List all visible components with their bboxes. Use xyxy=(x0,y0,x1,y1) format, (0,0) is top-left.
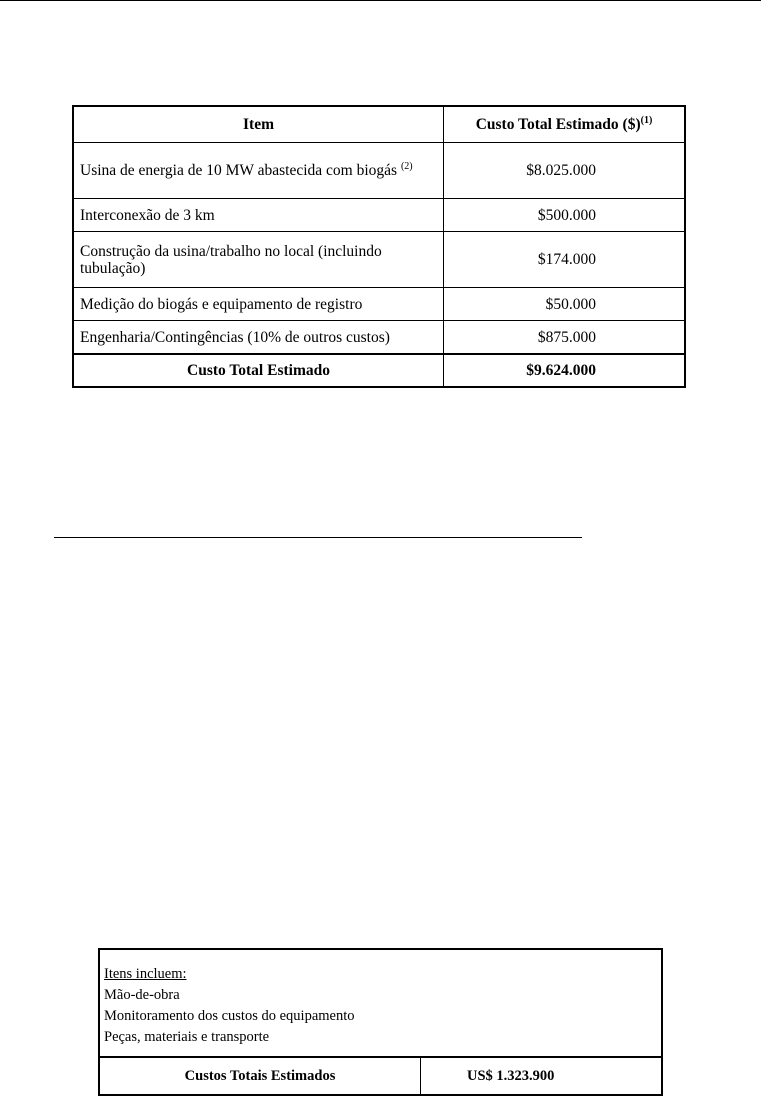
row-cost: $875.000 xyxy=(444,321,686,355)
includes-row xyxy=(99,949,662,1057)
header-cost-note: (1) xyxy=(640,115,653,126)
summary-table xyxy=(98,948,663,1096)
row-cost: $8.025.000 xyxy=(444,143,686,199)
total-label: Custo Total Estimado xyxy=(73,354,444,387)
list-item: Mão-de-obra xyxy=(104,987,180,1003)
total-row xyxy=(73,354,685,387)
row-item: Construção da usina/trabalho no local (incluindo tubulação) xyxy=(73,232,444,288)
cost-table xyxy=(72,105,686,388)
table-row xyxy=(73,199,685,232)
row-cost: $174.000 xyxy=(444,232,686,288)
header-item: Item xyxy=(73,106,444,143)
summary-total-row xyxy=(99,1057,662,1095)
summary-total-label: Custos Totais Estimados xyxy=(99,1057,421,1095)
section-divider xyxy=(54,537,582,538)
list-item: Peças, materiais e transporte xyxy=(104,1029,270,1045)
total-value: $9.624.000 xyxy=(444,354,686,387)
row-item-note: (2) xyxy=(400,161,413,172)
table-row xyxy=(73,232,685,288)
list-item: Monitoramento dos custos do equipamento xyxy=(104,1008,355,1024)
row-item: Interconexão de 3 km xyxy=(73,199,444,232)
row-item: Engenharia/Contingências (10% de outros custos) xyxy=(73,321,444,355)
table-row xyxy=(73,321,685,355)
row-cost: $50.000 xyxy=(444,288,686,321)
summary-total-value: US$ 1.323.900 xyxy=(421,1057,663,1095)
table-row xyxy=(73,143,685,199)
top-rule xyxy=(0,0,761,1)
includes-heading: Itens incluem: xyxy=(104,966,187,982)
row-item: Medição do biogás e equipamento de registro xyxy=(73,288,444,321)
row-cost: $500.000 xyxy=(444,199,686,232)
header-cost: Custo Total Estimado ($)$^{(1)}$ xyxy=(444,106,686,143)
includes-cell xyxy=(99,949,662,1057)
table-row xyxy=(73,288,685,321)
cost-table-header xyxy=(73,106,685,143)
row-item: Usina de energia de 10 MW abastecida com biogás $^{(2)}$ xyxy=(73,143,444,199)
